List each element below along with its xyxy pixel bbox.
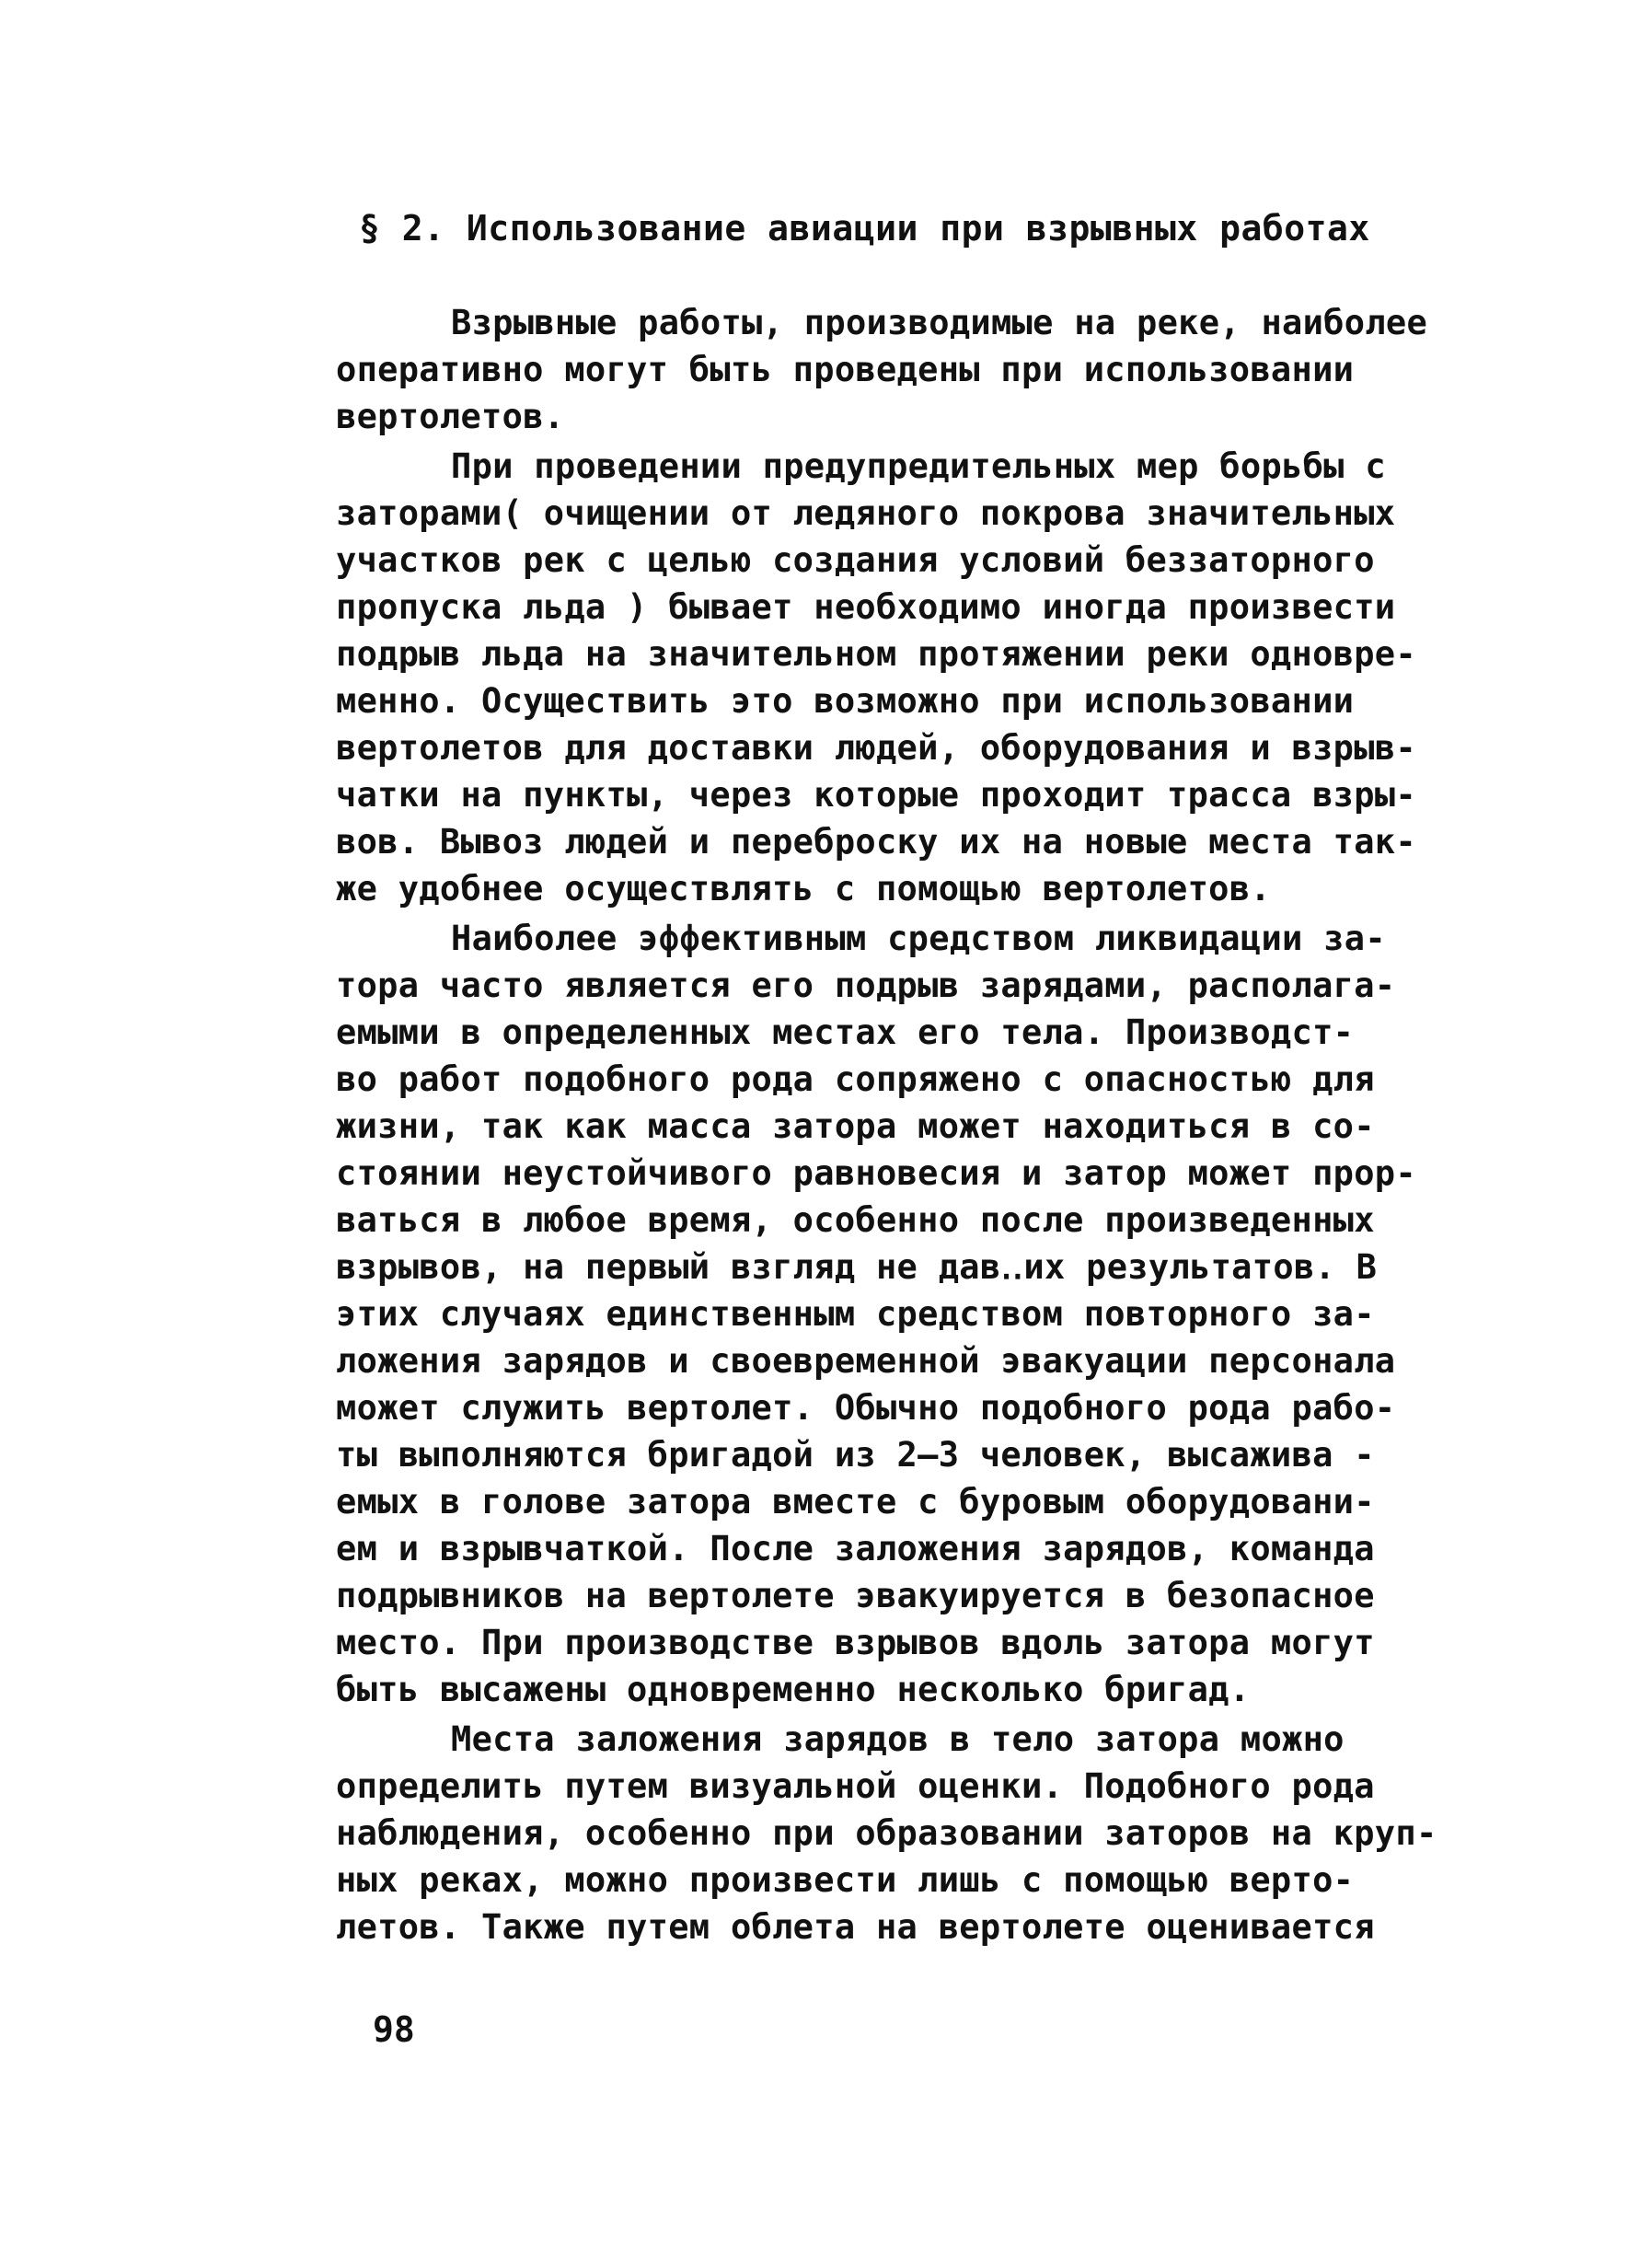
text-line: емых в голове затора вместе с буровым оборудовани- [336,1482,1375,1522]
body-text [336,299,1532,1950]
text-line: ваться в любое время, особенно после произведенных [336,1200,1375,1240]
text-line: может служить вертолет. Обычно подобного рода рабо- [336,1388,1396,1428]
text-line: При проведении предупредительных мер борьбы с [451,446,1386,486]
text-line: Взрывные работы, производимые на реке, наиболее [451,303,1428,342]
text-line: место. При производстве взрывов вдоль затора могут [336,1623,1375,1662]
text-line: тора часто является его подрыв зарядами, располага- [336,966,1396,1005]
text-line: жизни, так как масса затора может находиться в со- [336,1106,1375,1146]
text-line: емыми в определенных местах его тела. Производст- [336,1012,1355,1052]
text-line: летов. Также путем облета на вертолете оценивается [336,1907,1375,1947]
text-line: быть высажены одновременно несколько бригад. [336,1670,1251,1709]
text-line: оперативно могут быть проведены при использовании [336,350,1355,389]
text-line: Места заложения зарядов в тело затора можно [451,1719,1345,1759]
page-number: 98 [373,2009,415,2050]
text-line: стоянии неустойчивого равновесия и затор может прор- [336,1153,1416,1193]
text-line: подрывников на вертолете эвакуируется в безопасное [336,1576,1375,1615]
text-line: вертолетов для доставки людей, оборудования и взрыв- [336,728,1416,768]
text-line: заторами( очищении от ледяного покрова значительных [336,493,1396,533]
text-line: этих случаях единственным средством повторного за- [336,1294,1375,1334]
text-line: ных реках, можно произвести лишь с помощью верто- [336,1860,1355,1900]
text-line: подрыв льда на значительном протяжении реки одновре- [336,634,1416,674]
section-heading: § 2. Использование авиации при взрывных работах [359,208,1370,249]
text-line: чатки на пункты, через которые проходит трасса взры- [336,775,1416,815]
text-line: же удобнее осуществлять с помощью вертолетов. [336,869,1271,908]
text-line: пропуска льда ) бывает необходимо иногда произвести [336,587,1396,627]
text-line: ты выполняются бригадой из 2–3 человек, высажива - [336,1435,1375,1475]
text-line: во работ подобного рода сопряжено с опасностью для [336,1059,1375,1099]
text-line: взрывов, на первый взгляд не дав‥их результатов. В [336,1247,1378,1287]
text-line: менно. Осуществить это возможно при использовании [336,681,1355,721]
text-line: ложения зарядов и своевременной эвакуации персонала [336,1341,1396,1381]
text-line: определить путем визуальной оценки. Подобного рода [336,1766,1375,1806]
text-line: наблюдения, особенно при образовании заторов на круп- [336,1813,1437,1853]
text-line: Наиболее эффективным средством ликвидации за- [451,919,1386,958]
text-line: вертолетов. [336,397,565,436]
text-line: участков рек с целью создания условий беззаторного [336,540,1375,580]
text-line: вов. Вывоз людей и переброску их на новые места так- [336,822,1416,862]
text-line: ем и взрывчаткой. После заложения зарядов, команда [336,1529,1375,1568]
